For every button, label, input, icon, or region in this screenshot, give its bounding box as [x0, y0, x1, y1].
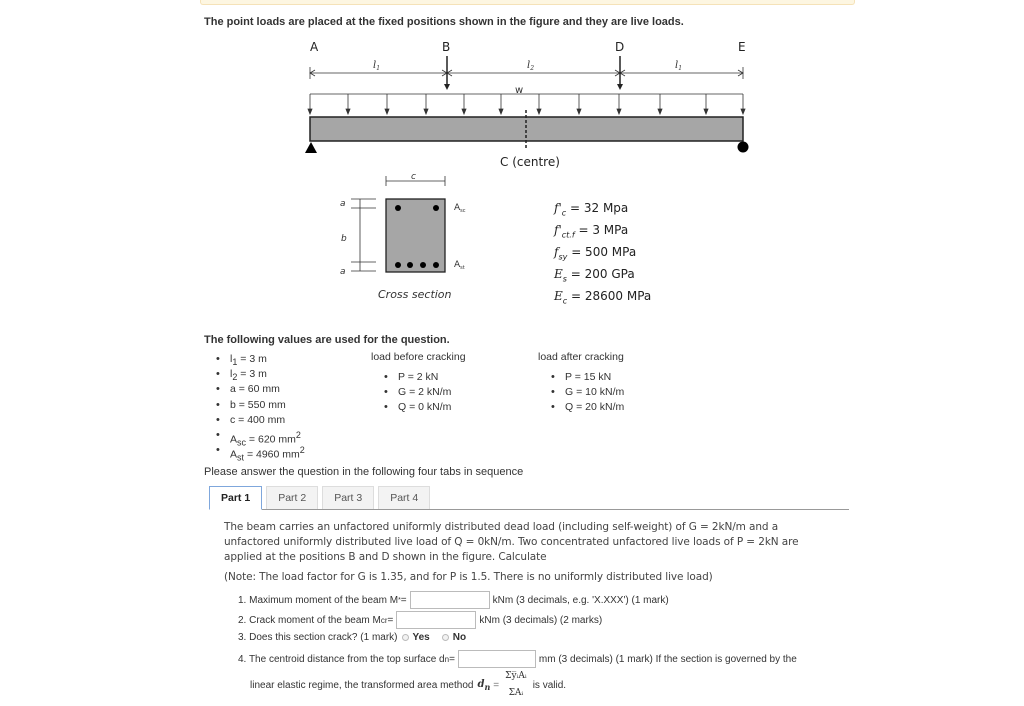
list-item: • P = 2 kN [384, 370, 451, 385]
dn-symbol: $d_n$ [477, 678, 491, 692]
point-label-e: E [738, 40, 746, 54]
sequence-note: Please answer the question in the following four tabs in sequence [204, 466, 524, 478]
pin-support-icon [305, 142, 317, 153]
tab-part-3[interactable]: Part 3 [322, 486, 374, 509]
tab-part-1[interactable]: Part 1 [209, 486, 262, 510]
list-item: • P = 15 kN [551, 370, 624, 385]
part1-description: The beam carries an unfactored uniformly distributed dead load (including self-weight) of G = 2kN/m and a unfactored uniformly distributed live load of Q = 0kN/m. Two concentrated unfactored live loads of P = 2kN are applied at the positions B and D shown in the figure. Calculate [224, 521, 799, 563]
param-fc: $f'_c = 32$ Mpa [554, 201, 629, 218]
q4-sub: n [444, 654, 450, 664]
list-item: • b = 550 mm [216, 398, 305, 413]
q1-label: 1. Maximum moment of the beam M [238, 594, 399, 606]
question-3 [238, 632, 466, 643]
question-4-continuation: linear elastic regime, the transformed area method $d_n$ = Σy̅ᵢAᵢ ΣAᵢ is valid. [250, 668, 566, 702]
part-tabs [209, 486, 849, 510]
svg-text:Asc: $A_{sc}$ [454, 203, 466, 214]
no-label[interactable]: No [452, 632, 467, 643]
param-ec: $E_c = 28600$ MPa [554, 288, 652, 305]
list-item: • Q = 0 kN/m [384, 400, 451, 415]
transformed-area-formula: Σy̅ᵢAᵢ ΣAᵢ [505, 671, 527, 698]
question-1 [238, 591, 669, 609]
tab-part-2[interactable]: Part 2 [266, 486, 318, 509]
centre-label: C (centre) [500, 155, 560, 169]
q4-cont-text: linear elastic regime, the transformed area method [250, 679, 474, 691]
svg-text:l1: $l_1$ [675, 60, 683, 72]
question-4 [238, 650, 797, 668]
before-cracking-list [384, 370, 451, 416]
part1-note: (Note: The load factor for G is 1.35, and for P is 1.5. There is no uniformly distributed live load) [224, 571, 713, 583]
svg-text:w: w [515, 85, 524, 96]
intro-text: The point loads are placed at the fixed positions shown in the figure and they are live loads. [204, 16, 684, 28]
after-cracking-heading: load after cracking [538, 351, 624, 363]
crack-moment-input[interactable] [396, 611, 476, 629]
q4-valid-text: is valid. [532, 679, 567, 691]
list-item: • Q = 20 kN/m [551, 400, 624, 415]
material-parameters [554, 200, 651, 309]
list-item: • $A_{st} = 4960$ $mm^2$ [216, 443, 305, 458]
list-item: • a = 60 mm [216, 382, 305, 397]
list-item: • $A_{sc} = 620$ $mm^2$ [216, 428, 305, 443]
question-2 [238, 611, 602, 629]
list-item: • $l_1 = 3$ m [216, 352, 305, 367]
notice-banner [200, 0, 855, 5]
tab-part-4[interactable]: Part 4 [378, 486, 430, 509]
point-label-a: A [310, 40, 319, 54]
before-cracking-heading: load before cracking [371, 351, 466, 363]
after-cracking-list [551, 370, 624, 416]
svg-text:b: b [341, 234, 347, 244]
q2-label: 2. Crack moment of the beam M [238, 614, 381, 626]
svg-text:a: a [340, 199, 346, 209]
yes-label[interactable]: Yes [412, 632, 430, 643]
beam-figure [290, 36, 770, 326]
point-label-b: B [442, 40, 451, 54]
no-radio[interactable] [442, 634, 449, 641]
svg-text:l2: $l_2$ [527, 60, 535, 72]
centroid-distance-input[interactable] [458, 650, 536, 668]
list-item: • $l_2 = 3$ m [216, 367, 305, 382]
q1-sup: * [398, 596, 401, 604]
point-label-d: D [615, 40, 625, 54]
list-item: • G = 2 kN/m [384, 385, 451, 400]
q1-eq: = [400, 594, 407, 606]
beam-diagram [290, 36, 770, 326]
param-fctf: $f'_{ct.f} = 3$ MPa [554, 222, 629, 240]
param-fsy: $f_{sy} = 500$ MPa [554, 244, 637, 262]
param-es: $E_s = 200$ GPa [554, 266, 635, 284]
q2-units: kNm (3 decimals) (2 marks) [479, 614, 603, 626]
list-item: • c = 400 mm [216, 413, 305, 428]
q2-eq: = [387, 614, 394, 626]
q1-units: kNm (3 decimals, e.g. 'X.XXX') (1 mark) [492, 594, 669, 606]
geometry-list [216, 352, 305, 463]
values-title: The following values are used for the question. [204, 334, 450, 346]
cross-section-title: Cross section [378, 288, 452, 301]
q3-label: 3. Does this section crack? (1 mark) [238, 632, 398, 643]
svg-text:l1: $l_1$ [373, 60, 381, 72]
svg-text:Ast: $A_{st}$ [454, 260, 465, 271]
q4-label: 4. The centroid distance from the top surface d [238, 653, 445, 665]
svg-text:c: c [411, 172, 416, 182]
max-moment-input[interactable] [410, 591, 490, 609]
q4-units: mm (3 decimals) (1 mark) If the section is governed by the [538, 653, 797, 665]
q4-eq: = [449, 653, 455, 665]
list-item: • G = 10 kN/m [551, 385, 624, 400]
q2-sub: cr [380, 615, 388, 625]
yes-radio[interactable] [402, 634, 409, 641]
svg-text:a: a [340, 267, 346, 277]
roller-support-icon [738, 142, 749, 153]
